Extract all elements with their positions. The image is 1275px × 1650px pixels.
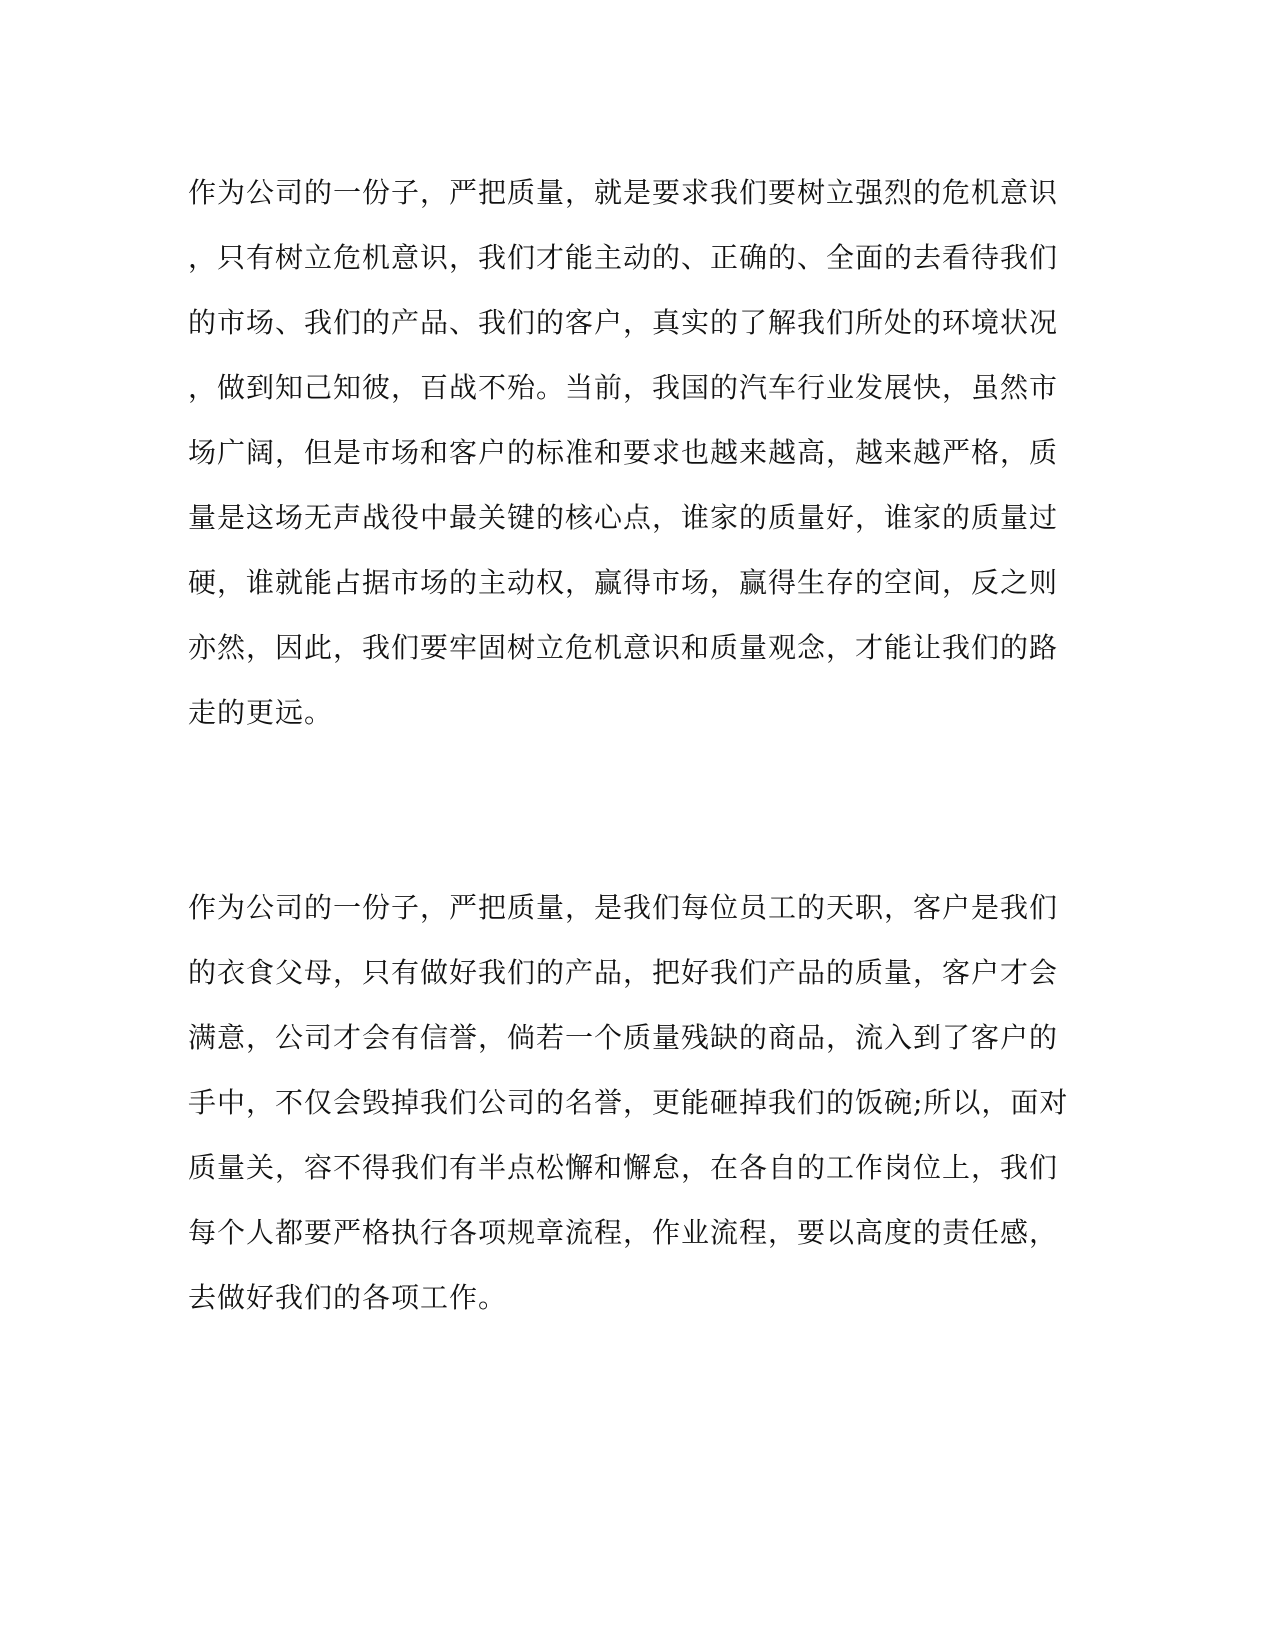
text-line: 每个人都要严格执行各项规章流程，作业流程，要以高度的责任感， <box>188 1216 1059 1249</box>
text-line: 作为公司的一份子，严把质量，是我们每位员工的天职，客户是我们 <box>188 891 1059 924</box>
text-line: 去做好我们的各项工作。 <box>188 1281 508 1314</box>
text-line: 的衣食父母，只有做好我们的产品，把好我们产品的质量，客户才会 <box>188 956 1059 989</box>
text-line: 走的更远。 <box>188 696 334 729</box>
text-line: 满意，公司才会有信誉，倘若一个质量残缺的商品，流入到了客户的 <box>188 1021 1059 1054</box>
text-line: 硬，谁就能占据市场的主动权，赢得市场，赢得生存的空间，反之则 <box>188 566 1059 599</box>
text-line: 作为公司的一份子，严把质量，就是要求我们要树立强烈的危机意识 <box>188 176 1059 209</box>
text-line: ，只有树立危机意识，我们才能主动的、正确的、全面的去看待我们 <box>188 241 1059 274</box>
text-line: 场广阔，但是市场和客户的标准和要求也越来越高，越来越严格，质 <box>188 436 1059 469</box>
text-line: 量是这场无声战役中最关键的核心点，谁家的质量好，谁家的质量过 <box>188 501 1059 534</box>
paragraph-1 <box>188 160 1088 745</box>
text-line: ，做到知己知彼，百战不殆。当前，我国的汽车行业发展快，虽然市 <box>188 371 1059 404</box>
text-line: 质量关，容不得我们有半点松懈和懈怠，在各自的工作岗位上，我们 <box>188 1151 1059 1184</box>
paragraph-2 <box>188 875 1088 1330</box>
text-line: 手中，不仅会毁掉我们公司的名誉，更能砸掉我们的饭碗;所以，面对 <box>188 1086 1069 1119</box>
text-line: 亦然，因此，我们要牢固树立危机意识和质量观念，才能让我们的路 <box>188 631 1059 664</box>
text-line: 的市场、我们的产品、我们的客户，真实的了解我们所处的环境状况 <box>188 306 1059 339</box>
